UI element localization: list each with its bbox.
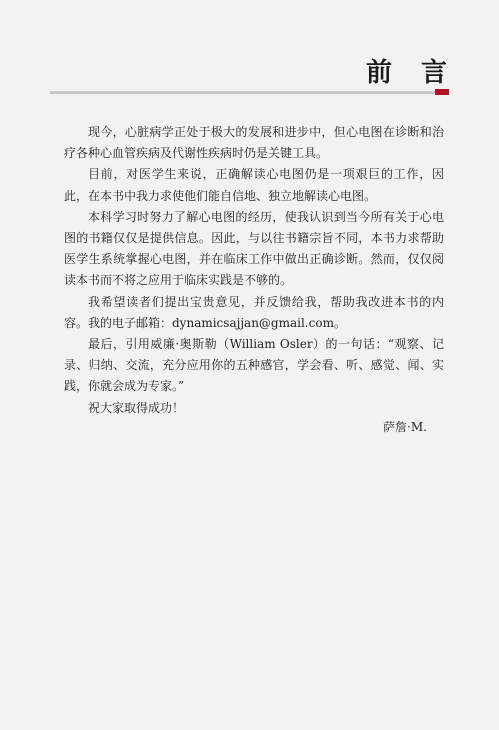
- paragraph-6: 祝大家取得成功！: [88, 400, 185, 415]
- page-title: 前 言: [366, 58, 458, 88]
- title-accent-bar: [435, 89, 449, 95]
- paragraph-4: 我希望读者们提出宝贵意见，并反馈给我，帮助我改进本书的内容。我的电子邮箱：dynamicsajjan@gmail.com。: [64, 294, 444, 330]
- paragraph-5: 最后，引用威廉·奥斯勒（William Osler）的一句话：“观察、记录、归纳、交流，充分应用你的五种感官，学会看、听、感觉、闻、实践，你就会成为专家。”: [64, 337, 444, 394]
- paragraph-3: 本科学习时努力了解心电图的经历，使我认识到当今所有关于心电图的书籍仅仅是提供信息。因此，与以往书籍宗旨不同，本书力求帮助医学生系统掌握心电图，并在临床工作中做出正确诊断。然而，仅仅阅读本书而不将之应用于临床实践是不够的。: [64, 209, 444, 288]
- preface-body: [64, 122, 444, 419]
- paragraph-1: 现今，心脏病学正处于极大的发展和进步中，但心电图在诊断和治疗各种心血管疾病及代谢性疾病时仍是关键工具。: [64, 125, 444, 161]
- paragraph-2: 目前，对医学生来说，正确解读心电图仍是一项艰巨的工作，因此，在本书中我力求使他们能自信地、独立地解读心电图。: [64, 167, 444, 203]
- author-signature: 萨詹·M.: [383, 420, 427, 434]
- title-underline: [50, 91, 435, 94]
